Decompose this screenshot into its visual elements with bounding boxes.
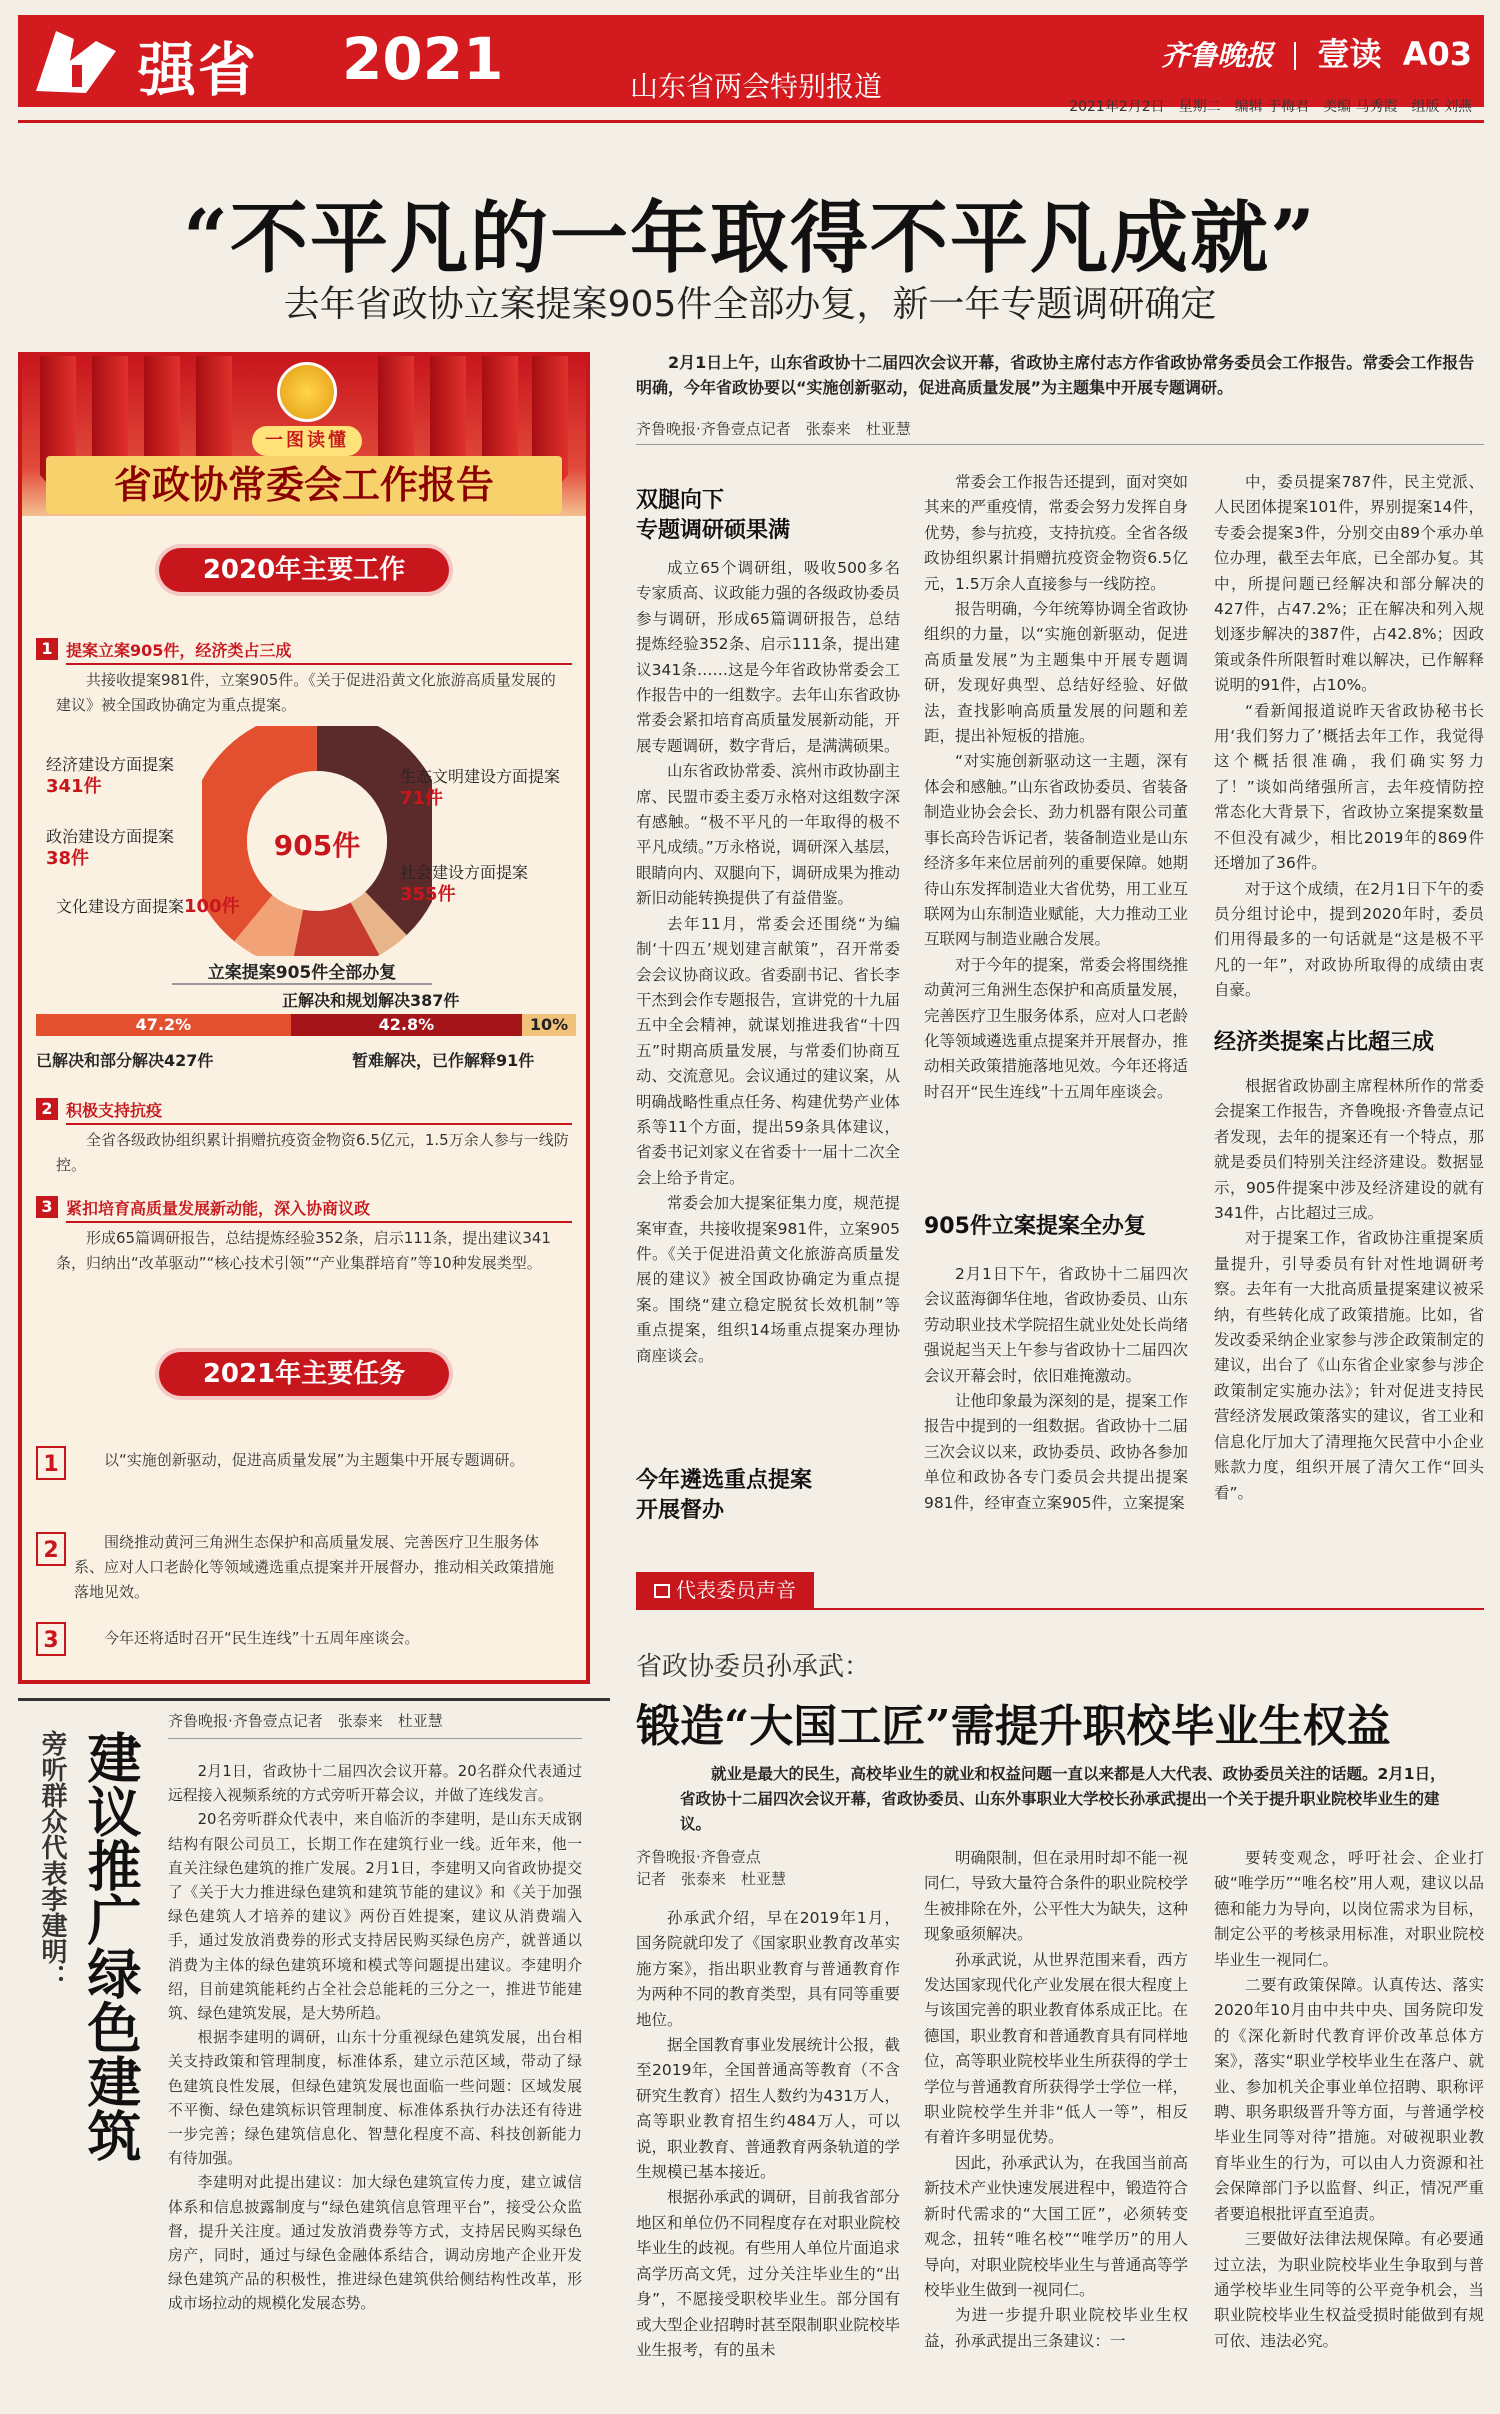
item3-head: 紧扣培育高质量发展新动能，深入协商议政: [66, 1196, 572, 1223]
infographic: [18, 352, 590, 1684]
article3-c3-p2: 二要有政策保障。认真传达、落实2020年10月由中共中央、国务院印发的《深化新时代教育评价改革总体方案》，落实“职业学校毕业生在落户、就业、参加机关企事业单位招聘、职称评聘、职务职级晋升等方面，与普通学校毕业生同等对待”措施。对破视职业教育毕业生的行为，可以由人力资源和社会保障部门予以监督、纠正，情况严重者要追根批评直至追责。: [1214, 1976, 1484, 2223]
section-name: 壹读: [1317, 35, 1382, 73]
masthead-title: 强省: [138, 36, 259, 104]
label-politics-name: 政治建设方面提案: [46, 827, 175, 846]
article1-c4-p2: “看新闻报道说昨天省政协秘书长用‘我们努力了’概括去年工作，我觉得这个概括很准确，我们确实努力了！”谈如尚绪强所言，去年疫情防控常态化大背景下，省政协立案提案数量不但没有减少，相比2019年的869件还增加了36件。: [1214, 701, 1484, 873]
label-politics-value: 38件: [46, 848, 90, 869]
item2-head: 积极支持抗疫: [66, 1098, 572, 1125]
masthead-year: 2021: [342, 25, 504, 93]
article1-c1-p1: 成立65个调研组，吸收500多名专家质高、议政能力强的各级政协委员参与调研，形成65篇调研报告，总结提炼经验352条、启示111条，提出建议341条……这是今年省政协常委会工作报告中的一组数字。去年山东省政协常委会紧扣培育高质量发展新动能，开展专题调研，数字背后，是满满硕果。: [636, 559, 900, 755]
bar-segment-resolving: 42.8%: [291, 1014, 522, 1036]
label-culture: [56, 896, 240, 918]
article1-col1: [636, 556, 900, 1446]
article1-byline: 齐鲁晚报·齐鲁壹点记者 张泰来 杜亚慧: [636, 420, 911, 438]
label-society: [400, 862, 528, 906]
label-society-name: 社会建设方面提案: [400, 863, 529, 882]
item2-text: 全省各级政协组织累计捐赠抗疫资金物资6.5亿元，1.5万余人参与一线防控。: [56, 1131, 569, 1174]
article3-tag-text: 代表委员声音: [676, 1578, 796, 1602]
header-rule: [18, 120, 1484, 123]
task-number-1: 1: [36, 1446, 66, 1480]
article3-byline: 齐鲁晚报·齐鲁壹点 记者 张泰来 杜亚慧: [636, 1848, 787, 1888]
task-number-2: 2: [36, 1532, 66, 1566]
paper-name: 齐鲁晚报: [1161, 39, 1274, 72]
article3-c1-p1: 孙承武介绍，早在2019年1月，国务院就印发了《国家职业教育改革实施方案》，指出职业教育与普通教育作为两种不同的教育类型，具有同等重要地位。: [636, 1909, 900, 2029]
task-2: 围绕推动黄河三角洲生态保护和高质量发展、完善医疗卫生服务体系、应对人口老龄化等领域遴选重点提案并开展督办，推动相关政策措施落地见效。: [74, 1533, 555, 1601]
label-ecology: [400, 766, 560, 810]
subheadline: 去年省政协立案提案905件全部办复，新一年专题调研确定: [283, 284, 1217, 325]
item3-text: 形成65篇调研报告，总结提炼经验352条，启示111条，提出建议341条，归纳出“改革驱动”“核心技术引领”“产业集群培育”等10种发展类型。: [56, 1229, 551, 1272]
article3-c3-p3: 三要做好法律法规保障。有必要通过立法，为职业院校毕业生争取到与普通学校毕业生同等的公平竞争机会，当职业院校毕业生权益受损时能做到有规可依、违法必究。: [1214, 2230, 1484, 2350]
article1-col4: [1214, 470, 1484, 1022]
donut-center: 905件: [273, 829, 361, 862]
masthead-right: [1161, 29, 1472, 75]
article1-c3-p1: 2月1日下午，省政协十二届四次会议蓝海御华住地，省政协委员、山东劳动职业技术学院招生就业处处长尚绪强说起当天上午参与省政协十二届四次会议开幕会时，依旧难掩激动。: [924, 1265, 1188, 1385]
item-number-1: 1: [36, 638, 58, 660]
article3-c2-p3: 因此，孙承武认为，在我国当前高新技术产业快速发展进程中，锻造符合新时代需求的“大国工匠”，必须转变观念，扭转“唯名校”“唯学历”的用人导向，对职业院校毕业生与普通高等学校毕业生做到一视同仁。: [924, 2153, 1188, 2299]
article1-c1-p4: 常委会加大提案征集力度，规范提案审查，共接收提案981件，立案905件。《关于促进沿黄文化旅游高质量发展的建议》被全国政协确定为重点提案。围绕“建立稳定脱贫长效机制”等重点提案，组织14场重点提案办理协商座谈会。: [636, 1194, 900, 1365]
label-economy-value: 341件: [46, 776, 102, 797]
article3-c2-p1: 明确限制，但在录用时却不能一视同仁，导致大量符合条件的职业院校学生被排除在外，公平性大为缺失，这种现象亟须解决。: [924, 1849, 1188, 1944]
article1-c5-p1: 根据省政协副主席程林所作的常委会提案工作报告，齐鲁晚报·齐鲁壹点记者发现，去年的提案还有一个特点，那就是委员们特别关注经济建设。数据显示，905件提案中涉及经济建设的就有341件，占比超过三成。: [1214, 1077, 1484, 1223]
article3-c1-p3: 根据孙承武的调研，目前我省部分地区和单位仍不同程度存在对职业院校毕业生的歧视。有些用人单位片面追求高学历高文凭，过分关注毕业生的“出身”，不愿接受职校毕业生。部分国有或大型企业招聘时甚至限制职业院校毕业生报考，有的虽未: [636, 2188, 900, 2359]
article1-sub2: 今年遴选重点提案 开展督办: [636, 1468, 813, 1523]
fist-logo-icon: [26, 21, 126, 101]
label-economy: [46, 754, 174, 798]
masthead-meta: 2021年2月2日 星期二 编辑 于梅君 美编 马秀霞 组版 刘燕: [1069, 99, 1472, 115]
article1-col3: [924, 1262, 1188, 1542]
item-number-2: 2: [36, 1098, 58, 1120]
article1-c3-p2: 让他印象最为深刻的是，提案工作报告中提到的一组数据。省政协十二届三次会议以来，政协委员、政协各参加单位和政协各专门委员会共提出提案981件，经审查立案905件，立案提案: [924, 1392, 1188, 1512]
label-culture-value: 100件: [184, 896, 240, 917]
article1-c4-p3: 对于这个成绩，在2月1日下午的委员分组讨论中，提到2020年时，委员们用得最多的一句话就是“这是极不平凡的一年”，对政协所取得的成绩由衷自豪。: [1214, 879, 1484, 1000]
emblem-icon: [277, 362, 337, 422]
article2-rule: [18, 1698, 610, 1701]
article3-col2: [924, 1846, 1188, 2396]
bar-top-label: 正解决和规划解决387件: [282, 991, 460, 1010]
headline: “不平凡的一年取得不平凡成就”: [183, 193, 1317, 284]
article1-lead: 2月1日上午，山东省政协十二届四次会议开幕，省政协主席付志方作省政协常务委员会工作报告。常委会工作报告明确，今年省政协要以“实施创新驱动，促进高质量发展”为主题集中开展专题调研。: [636, 353, 1475, 397]
article2-byline: 齐鲁晚报·齐鲁壹点记者 张泰来 杜亚慧: [168, 1712, 443, 1730]
article1-c2-p1: 常委会工作报告还提到，面对突如其来的严重疫情，常委会努力发挥自身优势，参与抗疫，支持抗疫。全省各级政协组织累计捐赠抗疫资金物资6.5亿元，1.5万余人直接参与一线防控。: [924, 473, 1188, 593]
label-ecology-name: 生态文明建设方面提案: [400, 767, 561, 786]
label-society-value: 355件: [400, 884, 456, 905]
article3-tag: [636, 1572, 814, 1608]
bar-left-label: 已解决和部分解决427件: [36, 1051, 214, 1070]
article3-tag-icon: [654, 1584, 670, 1598]
bar-segment-resolved: 47.2%: [36, 1014, 291, 1036]
infographic-title: 省政协常委会工作报告: [46, 456, 562, 514]
article2-divider: [168, 1738, 582, 1739]
article1-c5-p2: 对于提案工作，省政协注重提案质量提升，引导委员有针对性地调研考察。去年有一大批高质量提案建议被采纳，有些转化成了政策措施。比如，省发改委采纳企业家参与涉企政策制定的建议，出台了《山东省企业家参与涉企政策制定实施办法》；针对促进支持民营经济发展政策落实的建议，省工业和信息化厅加大了清理拖欠民营中小企业账款力度，组织开展了清欠工作“回头看”。: [1214, 1229, 1484, 1502]
article1-c4-p1: 中，委员提案787件，民主党派、人民团体提案101件，界别提案14件，专委会提案3件，分别交由89个承办单位办理，截至去年底，已全部办复。其中，所提问题已经解决和部分解决的427件，占47.2%；正在解决和列入规划逐步解决的387件，占42.8%；因政策或条件所限暂时难以解决，已作解释说明的91件，占10%。: [1214, 473, 1484, 695]
article1-c2-p3: “对实施创新驱动这一主题，深有体会和感触。”山东省政协委员、省装备制造业协会会长、劲力机器有限公司董事长高玲告诉记者，装备制造业是山东经济多年来位居前列的重要保障。她期待山东发挥制造业大省优势，用工业互联网为山东制造业赋能，大力推动工业互联网与制造业融合发展。: [924, 752, 1188, 949]
article3-c3-p1: 要转变观念，呼吁社会、企业打破“唯学历”“唯名校”用人观，建议以品德和能力为导向，以岗位需求为目标，制定公平的考核录用标准，对职业院校毕业生一视同仁。: [1214, 1849, 1484, 1969]
infographic-banner: [22, 356, 586, 516]
article1-col5: [1214, 1074, 1484, 1542]
article3-c2-p2: 孙承武说，从世界范围来看，西方发达国家现代化产业发展在很大程度上与该国完善的职业教育体系成正比。在德国，职业教育和普通教育具有同样地位，高等职业院校毕业生所获得的学士学位与普通教育所获得学士学位一样，职业院校学生并非“低人一等”，相反有着许多明显优势。: [924, 1950, 1188, 2147]
article3-title: 锻造“大国工匠”需提升职校毕业生权益: [636, 1701, 1391, 1752]
label-politics: [46, 826, 174, 870]
label-ecology-value: 71件: [400, 788, 444, 809]
article1-c2-p4: 对于今年的提案，常委会将围绕推动黄河三角洲生态保护和高质量发展，完善医疗卫生服务体系，应对人口老龄化等领域遴选重点提案并开展督办，推动相关政策措施落地见效。今年还将适时召开“民生连线”十五周年座谈会。: [924, 955, 1188, 1101]
article3-col3: [1214, 1846, 1484, 2396]
article3-c2-p4: 为进一步提升职业院校毕业生权益，孙承武提出三条建议：一: [924, 2306, 1188, 2350]
article3-kicker: 省政协委员孙承武：: [636, 1652, 871, 1682]
label-economy-name: 经济建设方面提案: [46, 755, 175, 774]
section-2020: 2020年主要工作: [159, 548, 449, 592]
task-3: 今年还将适时召开“民生连线”十五周年座谈会。: [104, 1629, 420, 1647]
label-culture-name: 文化建设方面提案: [56, 897, 185, 916]
resolution-bar: [36, 1014, 576, 1036]
task-number-3: 3: [36, 1622, 66, 1656]
article3-lead: 就业是最大的民生，高校毕业生的就业和权益问题一直以来都是人大代表、政协委员关注的话题。2月1日，省政协十二届四次会议开幕，省政协委员、山东外事职业大学校长孙承武提出一个关于提升职业院校毕业生的建议。: [680, 1765, 1446, 1833]
article3-col1: [636, 1906, 900, 2396]
article1-sub4: 经济类提案占比超三成: [1214, 1030, 1435, 1055]
page-number: A03: [1402, 35, 1472, 73]
article3-c1-p2: 据全国教育事业发展统计公报，截至2019年，全国普通高等教育（不含研究生教育）招生人数约为431万人，高等职业教育招生约484万人，可以说，职业教育、普通教育两条轨道的学生规模已基本接近。: [636, 2036, 900, 2182]
article2-p2: 20名旁听群众代表中，来自临沂的李建明，是山东天成钢结构有限公司员工，长期工作在建筑行业一线。近年来，他一直关注绿色建筑的推广发展。2月1日，李建明又向省政协提交了《关于大力推进绿色建筑和建筑节能的建议》和《关于加强绿色建筑人才培养的建议》两份百姓提案，建议从消费端入手，通过发放消费券的形式支持居民购买绿色房产，就普通以消费为主体的绿色建筑环境和模式等问题提出建议。李建明介绍，目前建筑能耗约占全社会总能耗的三分之一，推进节能建筑、绿色建筑发展，是大势所趋。: [168, 1811, 582, 2023]
article1-divider: [636, 444, 1484, 445]
article1-col2: [924, 470, 1188, 1190]
article1-c2-p2: 报告明确，今年统筹协调全省政协组织的力量，以“实施创新驱动，促进高质量发展”为主题集中开展专题调研，发现好典型、总结好经验、好做法，查找影响高质量发展的问题和差距，提出补短板的措施。: [924, 600, 1188, 746]
article2-body: [168, 1760, 582, 2400]
article2-p1: 2月1日，省政协十二届四次会议开幕。20名群众代表通过远程接入视频系统的方式旁听开幕会议，并做了连线发言。: [168, 1763, 582, 1805]
article1-sub3: 905件立案提案全办复: [924, 1214, 1146, 1239]
masthead: [18, 15, 1484, 107]
article1-c1-p3: 去年11月，常委会还围绕“为编制‘十四五’规划建言献策”，召开常委会会议协商议政。省委副书记、省长李干杰到会作专题报告，宣讲党的十九届五中全会精神，就谋划推进我省“十四五”时期高质量发展，与常委们协商互动、交流意见。会议通过的建议案，从明确战略性重点任务、构建优势产业体系等11个方面，提出59条具体建议，省委书记刘家义在省委十一届十二次全会上给予肯定。: [636, 914, 900, 1187]
infographic-badge: 一图读懂: [252, 426, 362, 456]
item1-text: 共接收提案981件，立案905件。《关于促进沿黄文化旅游高质量发展的建议》被全国政协确定为重点提案。: [56, 671, 556, 714]
item1-head: 提案立案905件，经济类占三成: [66, 638, 572, 665]
article1-sub1: 双腿向下 专题调研硕果满: [636, 488, 791, 543]
masthead-subtitle: 山东省两会特别报道: [630, 70, 883, 103]
bar-segment-unresolved: 10%: [522, 1014, 576, 1036]
article1-c1-p2: 山东省政协常委、滨州市政协副主席、民盟市委主委万永格对这组数字深有感触。“极不平凡的一年取得的极不平凡成绩。”万永格说，调研深入基层，眼睛向内、双腿向下，调研成果为推动新旧动能转换提供了有益借鉴。: [636, 762, 900, 908]
article2-kicker: 旁听群众代表李建明：: [37, 1730, 67, 1990]
task-1: 以“实施创新驱动，促进高质量发展”为主题集中开展专题调研。: [104, 1451, 525, 1469]
item-number-3: 3: [36, 1196, 58, 1218]
article2-title: 建议推广绿色建筑: [79, 1730, 143, 2162]
bar-right-label: 暂难解决，已作解释91件: [352, 1051, 535, 1070]
article2-p4: 李建明对此提出建议：加大绿色建筑宣传力度，建立诚信体系和信息披露制度与“绿色建筑信息管理平台”，接受公众监督，提升关注度。通过发放消费券等方式，支持居民购买绿色房产，同时，通过与绿色金融体系结合，调动房地产企业开发绿色建筑产品的积极性，推进绿色建筑供给侧结构性改革，形成市场拉动的规模化发展态势。: [168, 2174, 582, 2313]
bar-title: 立案提案905件全部办复: [172, 958, 432, 985]
article2-p3: 根据李建明的调研，山东十分重视绿色建筑发展，出台相关支持政策和管理制度，标准体系，建立示范区域，带动了绿色建筑良性发展，但绿色建筑发展也面临一些问题：区域发展不平衡、绿色建筑标识管理制度、标准体系执行办法还有待进一步完善；绿色建筑信息化、智慧化程度不高、科技创新能力有待加强。: [168, 2029, 582, 2168]
section-2021: 2021年主要任务: [159, 1352, 449, 1396]
article3-tag-rule: [636, 1608, 1484, 1610]
